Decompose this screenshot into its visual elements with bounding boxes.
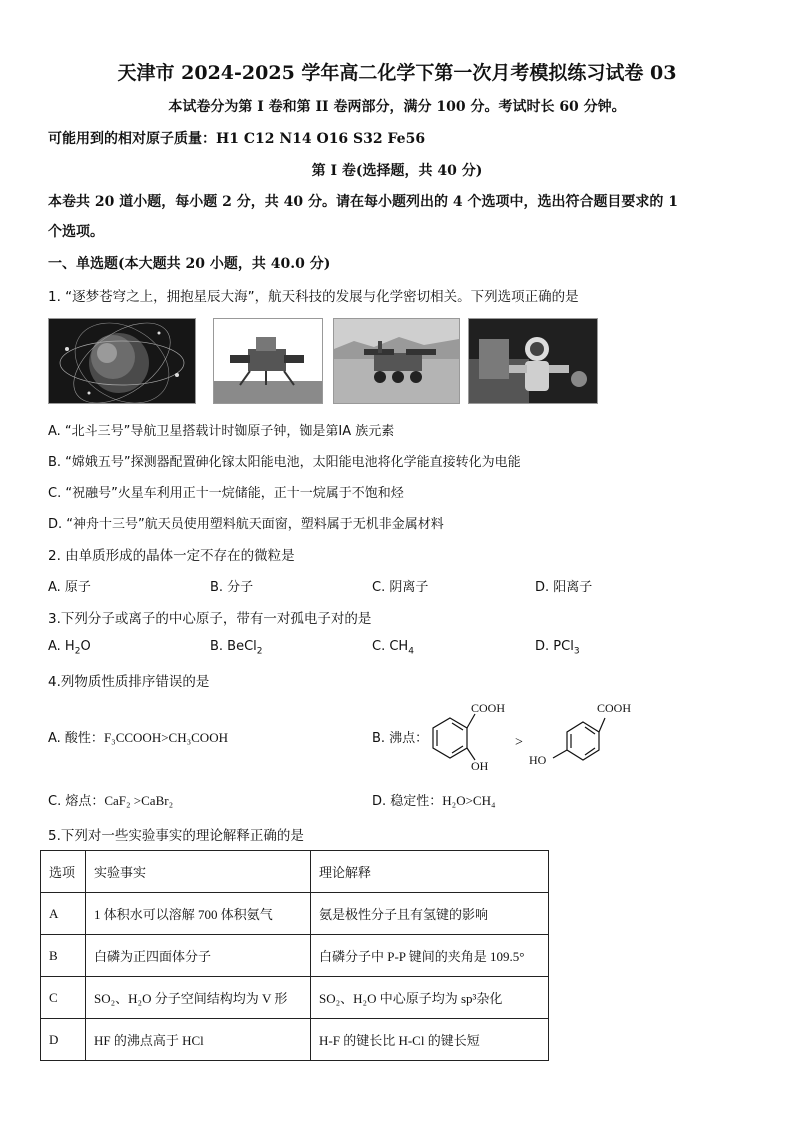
question-1-option-c: C. “祝融号”火星车利用正十一烷储能，正十一烷属于不饱和烃 bbox=[48, 486, 404, 501]
right-ho-label: HO bbox=[529, 753, 547, 767]
question-2-stem: 2. 由单质形成的晶体一定不存在的微粒是 bbox=[48, 548, 295, 564]
astronaut-photo bbox=[468, 318, 598, 404]
question-4-option-d: D. 稳定性：H₂O>CH₄ bbox=[372, 793, 496, 809]
comparison-symbol: > bbox=[515, 735, 523, 750]
question-4-option-a: A. 酸性：F₃CCOOH>CH₃COOH bbox=[48, 730, 228, 746]
left-cooh-label: COOH bbox=[471, 701, 506, 715]
question-4-option-c: C. 熔点：CaF₂ >CaBr₂ bbox=[48, 793, 174, 809]
question-1-stem: 1. “逐梦苍穹之上，拥抱星辰大海”，航天科技的发展与化学密切相关。下列选项正确的是 bbox=[48, 289, 579, 305]
question-1-option-b: B. “嫦娥五号”探测器配置砷化镓太阳能电池，太阳能电池将化学能直接转化为电能 bbox=[48, 455, 521, 470]
question-1-option-d: D. “神舟十三号”航天员使用塑料航天面窗，塑料属于无机非金属材料 bbox=[48, 517, 444, 532]
table-row: A 1 体积水可以溶解 700 体积氨气 氨是极性分子且有氢键的影响 bbox=[41, 893, 549, 935]
hydroxybenzoic-acid-structures bbox=[425, 698, 645, 770]
question-2-option-b: B. 分子 bbox=[210, 580, 254, 595]
header-cell-fact: 实验事实 bbox=[86, 851, 311, 893]
mars-rover-photo bbox=[333, 318, 460, 404]
question-4-stem: 4.列物质性质排序错误的是 bbox=[48, 674, 210, 690]
question-5-stem: 5.下列对一些实验事实的理论解释正确的是 bbox=[48, 828, 304, 844]
table-row: C SO₂、H₂O 分子空间结构均为 V 形 SO₂、H₂O 中心原子均为 sp³杂化 bbox=[41, 977, 549, 1019]
lunar-lander-photo bbox=[213, 318, 323, 404]
question-2-option-a: A. 原子 bbox=[48, 580, 91, 595]
question-2-option-d: D. 阳离子 bbox=[535, 580, 593, 595]
left-oh-label: OH bbox=[471, 759, 489, 770]
exam-subtitle: 本试卷分为第 I 卷和第 II 卷两部分，满分 100 分。考试时长 60 分钟。 bbox=[168, 99, 626, 115]
page-title: 天津市 2024-2025 学年高二化学下第一次月考模拟练习试卷 03 bbox=[117, 62, 677, 84]
question-3-stem: 3.下列分子或离子的中心原子，带有一对孤电子对的是 bbox=[48, 611, 372, 627]
question-3-option-c: C. $CH_4$ bbox=[372, 639, 414, 657]
section-title: 第 I 卷(选择题，共 40 分) bbox=[311, 163, 483, 179]
satellite-earth-photo bbox=[48, 318, 196, 404]
question-1-option-a: A. “北斗三号”导航卫星搭载计时铷原子钟，铷是第ⅠA 族元素 bbox=[48, 424, 395, 439]
question-3-option-d: D. PCl$_3$ bbox=[535, 639, 580, 657]
instructions-line-2: 个选项。 bbox=[48, 224, 104, 240]
table-header-row bbox=[41, 851, 549, 893]
header-cell-explanation: 理论解释 bbox=[311, 851, 549, 893]
right-cooh-label: COOH bbox=[597, 701, 632, 715]
part-heading: 一、单选题(本大题共 20 小题，共 40.0 分) bbox=[48, 256, 331, 272]
atomic-mass-line: 可能用到的相对原子质量：H1 C12 N14 O16 S32 Fe56 bbox=[48, 131, 426, 147]
question-4-option-b-label: B. 沸点： bbox=[372, 731, 429, 746]
question-2-option-c: C. 阴离子 bbox=[372, 580, 429, 595]
option-a-formula: F₃CCOOH>CH₃COOH bbox=[103, 730, 228, 745]
table-row: D HF 的沸点高于 HCl H-F 的键长比 H-Cl 的键长短 bbox=[41, 1019, 549, 1061]
question-3-option-a: A. $H_2O$ bbox=[48, 639, 91, 657]
header-cell-option: 选项 bbox=[41, 851, 86, 893]
table-row: B 白磷为正四面体分子 白磷分子中 P-P 键间的夹角是 109.5° bbox=[41, 935, 549, 977]
question-3-option-b: B. BeCl$_2$ bbox=[210, 639, 263, 657]
question-5-table bbox=[40, 850, 549, 1061]
instructions-line-1: 本卷共 20 道小题，每小题 2 分，共 40 分。请在每小题列出的 4 个选项中，选出符合题目要求的 1 bbox=[48, 194, 679, 210]
